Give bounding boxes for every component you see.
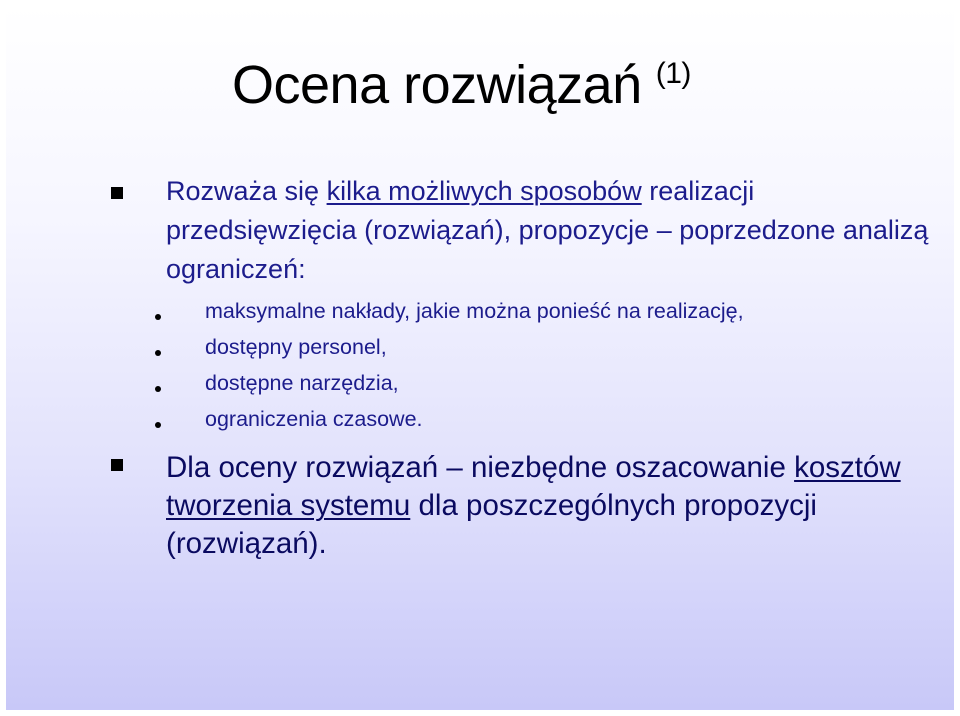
dot-bullet-icon [155, 386, 161, 392]
dot-bullet-icon [155, 314, 161, 320]
square-bullet-icon [111, 459, 123, 471]
slide-title [232, 42, 691, 117]
dot-bullet-icon [155, 350, 161, 356]
bullet-paragraph-1 [166, 172, 946, 289]
dot-bullet-icon [155, 422, 161, 428]
sub-bullet-item: ograniczenia czasowe. [205, 407, 423, 431]
sub-bullet-item: dostępne narzędzia, [205, 371, 399, 395]
square-bullet-icon [111, 187, 123, 199]
bullet-2-text-before: Dla oceny rozwiązań – niezbędne oszacowanie [166, 451, 795, 484]
sub-bullet-item: dostępny personel, [205, 335, 387, 359]
slide-title-superscript: (1) [655, 57, 691, 90]
bullet-paragraph-2 [166, 449, 946, 563]
bullet-1-text-before: Rozważa się [166, 176, 327, 206]
slide-title-text: Ocena rozwiązań [232, 55, 642, 115]
bullet-1-underlined-text: kilka możliwych sposobów [326, 176, 642, 206]
bullet-2-underlined-text: kosztów tworzenia systemu [166, 451, 901, 522]
slide [6, 6, 954, 710]
sub-bullet-item: maksymalne nakłady, jakie można ponieść na realizację, [205, 299, 744, 323]
bullet-2-text-after: dla poszczególnych propozycji (rozwiązań). [166, 489, 817, 560]
bullet-1-text-after: realizacji przedsięwzięcia (rozwiązań), propozycje – poprzedzone analizą ograniczeń: [166, 176, 929, 284]
